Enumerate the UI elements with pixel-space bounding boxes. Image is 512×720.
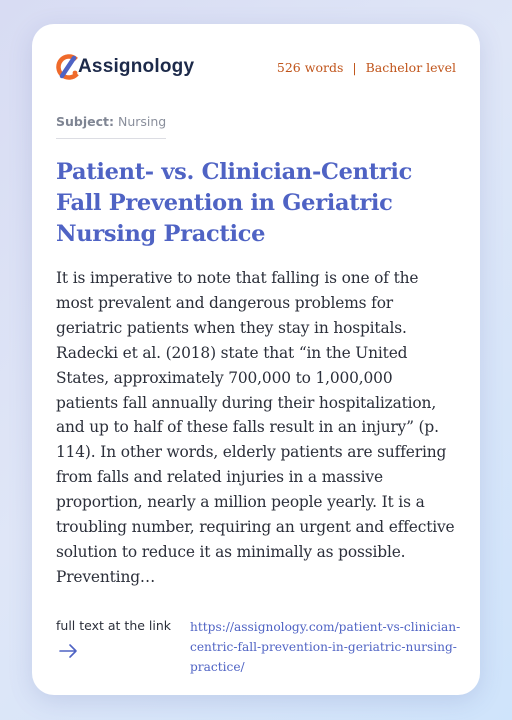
subject-line [56, 114, 166, 139]
card-header [56, 50, 456, 84]
arrow-right-icon[interactable] [58, 642, 80, 660]
full-text-label: full text at the link [56, 618, 172, 633]
essay-card [32, 24, 480, 695]
subject-value: Nursing [117, 114, 167, 129]
full-text-link[interactable]: https://assignology.com/patient-vs-clinician-centric-fall-prevention-in-geriatric-nursing-practice/ [190, 620, 461, 674]
essay-excerpt: It is imperative to note that falling is one of the most prevalent and dangerous problems for geriatric patients when they stay in hospitals. Radecki et al. (2018) state that “in the United States, approximately 700,000 to 1,000,000 patients fall annually during their hospitalization, and up to half of these falls result in an injury” (p. 114). In other words, elderly patients are suffering from falls and related injuries in a massive proportion, nearly a million people yearly. It is a troubling number, requiring an urgent and effective solution to reduce it as minimally as possible. Preventing… [56, 269, 455, 586]
academic-level: Bachelor level [365, 59, 456, 75]
essay-title: Patient- vs. Clinician-Centric Fall Prevention in Geriatric Nursing Practice [56, 159, 412, 247]
essay-meta [277, 60, 456, 75]
word-count: 526 words [276, 59, 344, 75]
meta-separator: | [352, 59, 357, 75]
subject-label: Subject: [56, 114, 114, 129]
brand-logo[interactable] [56, 52, 194, 82]
brand-name: Assignology [78, 56, 195, 77]
